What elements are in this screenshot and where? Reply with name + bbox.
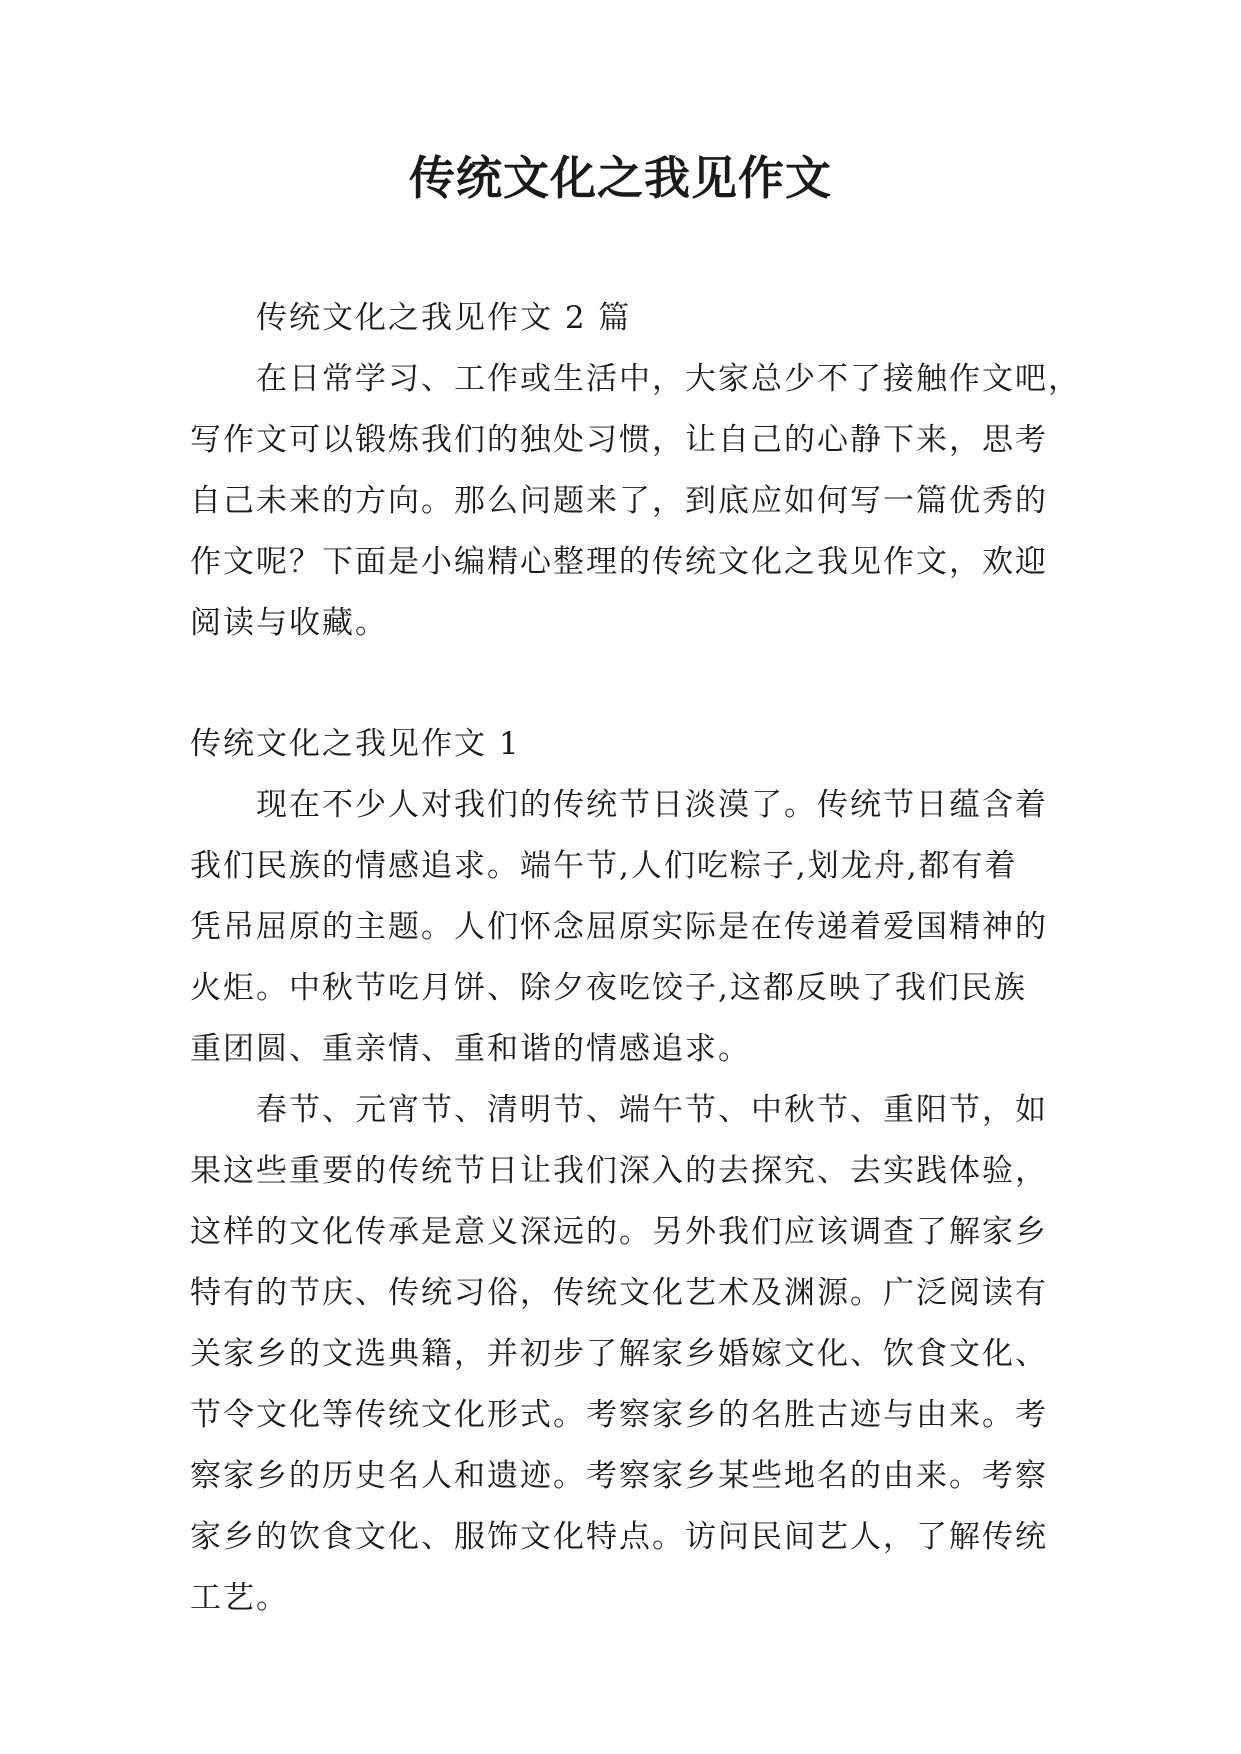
essay-line: 春节、元宵节、清明节、端午节、中秋节、重阳节，如: [256, 1092, 1048, 1128]
essay-line: 察家乡的历史名人和遗迹。考察家乡某些地名的由来。考察: [190, 1458, 1048, 1494]
collection-subtitle: 传统文化之我见作文 2 篇: [256, 300, 632, 336]
essay-paragraph-2: [190, 1080, 1052, 1629]
intro-paragraph: [190, 349, 1081, 654]
intro-line: 阅读与收藏。: [190, 605, 388, 641]
essay-line: 重团圆、重亲情、重和谐的情感追求。: [190, 1031, 751, 1067]
essay-line: 果这些重要的传统节日让我们深入的去探究、去实践体验，: [190, 1153, 1048, 1189]
essay-line: 工艺。: [190, 1580, 289, 1616]
intro-line: 在日常学习、工作或生活中，大家总少不了接触作文吧，: [256, 361, 1081, 397]
essay-line: 家乡的饮食文化、服饰文化特点。访问民间艺人，了解传统: [190, 1519, 1048, 1555]
essay-line: 关家乡的文选典籍，并初步了解家乡婚嫁文化、饮食文化、: [190, 1336, 1048, 1372]
essay-line: 这样的文化传承是意义深远的。另外我们应该调查了解家乡: [190, 1214, 1048, 1250]
section-spacer: [190, 654, 1052, 714]
essay-line: 火炬。中秋节吃月饼、除夕夜吃饺子,这都反映了我们民族: [190, 970, 1027, 1006]
document-title: 传统文化之我见作文: [409, 151, 832, 205]
intro-line: 作文呢？下面是小编精心整理的传统文化之我见作文，欢迎: [190, 544, 1048, 580]
essay-paragraph-1: [190, 775, 1052, 1080]
essay-line: 特有的节庆、传统习俗，传统文化艺术及渊源。广泛阅读有: [190, 1275, 1048, 1311]
intro-line: 自己未来的方向。那么问题来了，到底应如何写一篇优秀的: [190, 483, 1048, 519]
essay-line: 现在不少人对我们的传统节日淡漠了。传统节日蕴含着: [256, 787, 1048, 823]
essay-line: 我们民族的情感追求。端午节,人们吃粽子,划龙舟,都有着: [190, 848, 1018, 884]
essay-line: 凭吊屈原的主题。人们怀念屈原实际是在传递着爱国精神的: [190, 909, 1048, 945]
essay-heading: 传统文化之我见作文 1: [190, 726, 521, 762]
document-body: [190, 288, 1081, 1629]
intro-line: 写作文可以锻炼我们的独处习惯，让自己的心静下来，思考: [190, 422, 1048, 458]
essay-line: 节令文化等传统文化形式。考察家乡的名胜古迹与由来。考: [190, 1397, 1048, 1433]
